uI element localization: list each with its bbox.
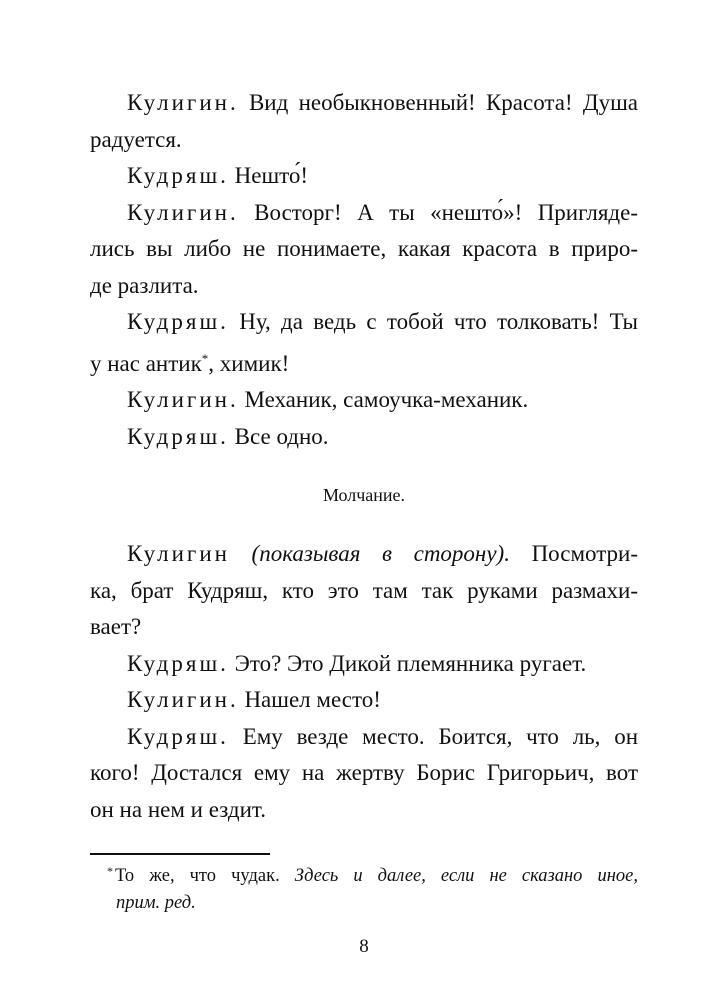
dialogue-line	[90, 122, 638, 159]
footnote	[107, 858, 638, 917]
line-text: вает?	[90, 614, 142, 639]
line-text: Это? Это Дикой племянника ругает.	[234, 650, 587, 676]
dialogue-line	[90, 755, 638, 792]
speaker-name: Кулигин.	[127, 687, 239, 712]
dialogue-line	[90, 682, 638, 719]
dialogue-line	[90, 341, 638, 383]
line-text: Посмотри-	[531, 541, 639, 566]
dialogue-line	[90, 792, 638, 829]
page-body	[90, 85, 638, 828]
footnote-divider	[90, 853, 270, 855]
dialogue-line	[90, 719, 638, 756]
dialogue-line	[90, 609, 638, 646]
dialogue-line	[90, 304, 638, 341]
line-text: Нашел место!	[244, 687, 381, 712]
line-text: , химик!	[208, 350, 290, 376]
line-text: радуется.	[90, 126, 182, 152]
line-text: Ему везде место. Боится, что ль, он	[242, 723, 639, 749]
dialogue-line	[90, 85, 638, 122]
stage-remark: (показывая в сторону).	[251, 541, 510, 566]
dialogue-line	[90, 195, 638, 232]
footnote-note: прим. ред.	[116, 893, 196, 913]
speaker-name: Кудряш.	[127, 650, 229, 676]
footnote-line	[107, 858, 638, 890]
line-text: он на нем и ездит.	[90, 796, 266, 822]
line-text: лись вы либо не понимаете, какая красота в приро-	[90, 236, 638, 261]
dialogue-line	[90, 382, 638, 419]
speaker-name: Кулигин.	[127, 387, 239, 412]
dialogue-line	[90, 536, 638, 573]
dialogue-line	[90, 419, 638, 456]
dialogue-line	[90, 646, 638, 683]
dialogue-line	[90, 158, 638, 195]
speaker-name: Кулигин	[127, 541, 230, 566]
dialogue-line	[90, 268, 638, 305]
footnote-note: Здесь и далее, если не сказано иное,	[294, 866, 638, 886]
line-text: у нас антик	[90, 350, 202, 376]
line-text: Механик, самоучка-механик.	[244, 387, 529, 412]
speaker-name: Кудряш.	[127, 309, 229, 334]
speaker-name: Кудряш.	[127, 423, 229, 449]
line-text: Нешто́!	[234, 163, 309, 188]
dialogue-line	[90, 231, 638, 268]
line-text: ка, брат Кудряш, кто это там так руками размахи-	[90, 577, 638, 603]
dialogue-line	[90, 573, 638, 610]
footnote-mark: *	[107, 864, 113, 878]
speaker-name: Кудряш.	[127, 723, 229, 749]
line-text: Восторг! А ты «нешто́»! Пригляде-	[254, 199, 639, 225]
line-text: Ну, да ведь с тобой что толковать! Ты	[239, 309, 638, 334]
page-number: 8	[359, 936, 369, 957]
line-text: кого! Достался ему на жертву Борис Григорьич, вот	[90, 760, 638, 785]
line-text: Все одно.	[234, 423, 329, 449]
line-text: де разлита.	[90, 272, 199, 298]
stage-direction: Молчание.	[322, 485, 406, 505]
speaker-name: Кулигин.	[127, 90, 239, 115]
footnote-text: То же, что чудак.	[115, 866, 280, 886]
footnote-line	[116, 890, 638, 917]
speaker-name: Кудряш.	[127, 163, 229, 188]
line-text: Вид необыкновенный! Красота! Душа	[248, 90, 638, 115]
footnote-reference[interactable]: *	[201, 350, 209, 366]
speaker-name: Кулигин.	[127, 199, 239, 225]
